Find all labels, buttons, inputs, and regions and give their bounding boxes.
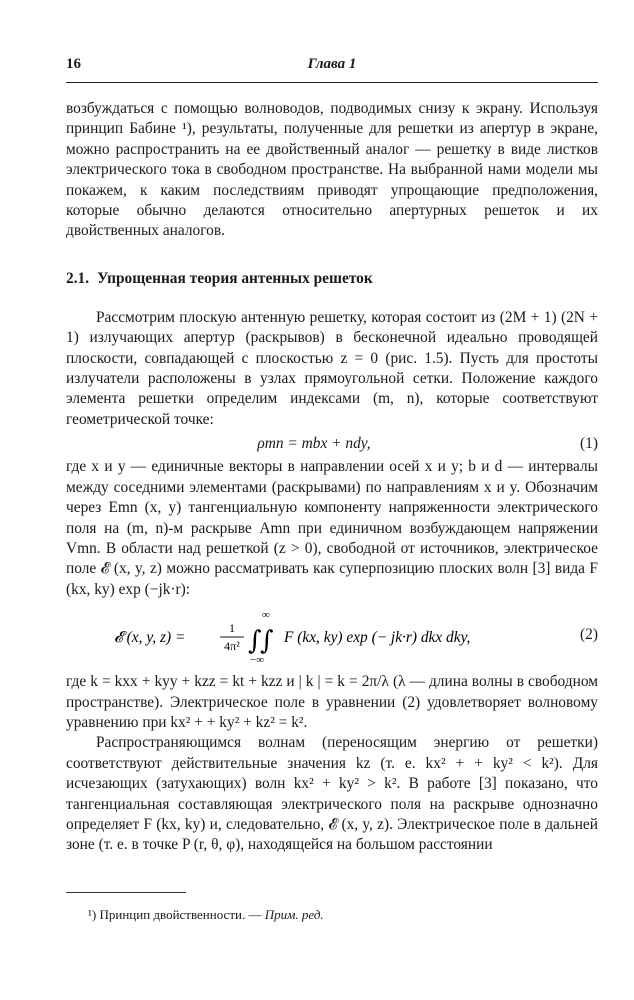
equation-2-graphic	[84, 608, 544, 666]
section-title: Упрощенная теория антенных решеток	[97, 269, 373, 287]
paragraph-3: где k = kxx + kyy + kzz = kt + kzz и | k | = k = 2π/λ (λ — длина волны в свободном пространстве). Электрическое поле в уравнении (2) удовлетворяет волновому уравнению при kx² + + ky² + kz² = k².	[66, 673, 598, 731]
equation-1-number: (1)	[580, 435, 598, 453]
equation-2-upper-limit: ∞	[262, 609, 270, 622]
equation-2-lower-limit: −∞	[250, 654, 265, 667]
page	[66, 56, 598, 923]
footnote-text: Принцип двойственности. —	[99, 906, 262, 922]
footnote	[66, 907, 598, 923]
header-rule	[66, 82, 598, 83]
equation-2-frac-den: 4π²	[224, 639, 240, 654]
page-number: 16	[66, 56, 81, 72]
equation-1-body: ρmn = mbx + ndy,	[257, 435, 371, 453]
intro-paragraph: возбуждаться с помощью волноводов, подводимых снизу к экрану. Используя принцип Бабине ¹), результаты, полученные для решетки из апертур в экране, можно распространить на ее двойственный аналог — решетку в виде листков электрического тока в свободном пространстве. На выбранной нами модели мы покажем, к каким последствиям приводят упрощающие предположения, которые обычно делаются относительно апертурных решеток и их двойственных аналогов.	[66, 100, 598, 240]
paragraph-1: Рассмотрим плоскую антенную решетку, которая состоит из (2M + 1) (2N + 1) излучающих апертур (раскрывов) в бесконечной идеально проводящей плоскости, совпадающей с плоскостью z = 0 (рис. 1.5). Пусть для простоты излучатели расположены в узлах прямоугольной сетки. Положение каждого элемента решетки определим индексами (m, n), которые соответствуют геометрической точке:	[66, 308, 598, 428]
equation-2-frac-num: 1	[229, 621, 235, 636]
page-header	[66, 56, 598, 78]
section-number: 2.1.	[66, 269, 90, 287]
footnote-rule	[66, 892, 186, 893]
footnote-marker: ¹)	[88, 906, 97, 922]
equation-2	[66, 608, 598, 666]
equation-2-lhs: 𝓔 (x, y, z) =	[114, 629, 186, 647]
equation-1	[66, 430, 598, 457]
section-heading	[66, 270, 598, 288]
footnote-source: Прим. ред.	[264, 906, 324, 922]
running-head: Глава 1	[307, 56, 357, 72]
paragraph-4: Распространяющимся волнам (переносящим энергию от решетки) соответствуют действительные значения kz (т. е. kx² + + ky² < k²). Для исчезающих (затухающих) волн kx² + ky² > k². В работе [3] показано, что тангенциальная составляющая электрического поля на раскрыве однозначно определяет F (kx, ky) и, следовательно, 𝓔 (x, y, z). Электрическое поле в дальней зоне (т. е. в точке P (r, θ, φ), находящейся на большом расстоянии	[66, 734, 598, 854]
equation-2-number: (2)	[580, 626, 598, 644]
equation-2-integral-2: ∫	[260, 626, 274, 657]
equation-2-integrand: F (kx, ky) exp (− jk·r) dkx dky,	[284, 629, 471, 647]
paragraph-2: где x и y — единичные векторы в направлении осей x и y; b и d — интервалы между соседними элементами (раскрывами) по направлениям x и y. Обозначим через Emn (x, y) тангенциальную компоненту напряженности электрического поля на (m, n)-м раскрыве Amn при единичном возбуждающем напряжении Vmn. В области над решеткой (z > 0), свободной от источников, электрическое поле 𝓔 (x, y, z) можно рассматривать как суперпозицию плоских волн [3] вида F (kx, ky) exp (−jk·r):	[66, 458, 598, 598]
equation-2-integral-1: ∫	[248, 626, 262, 657]
